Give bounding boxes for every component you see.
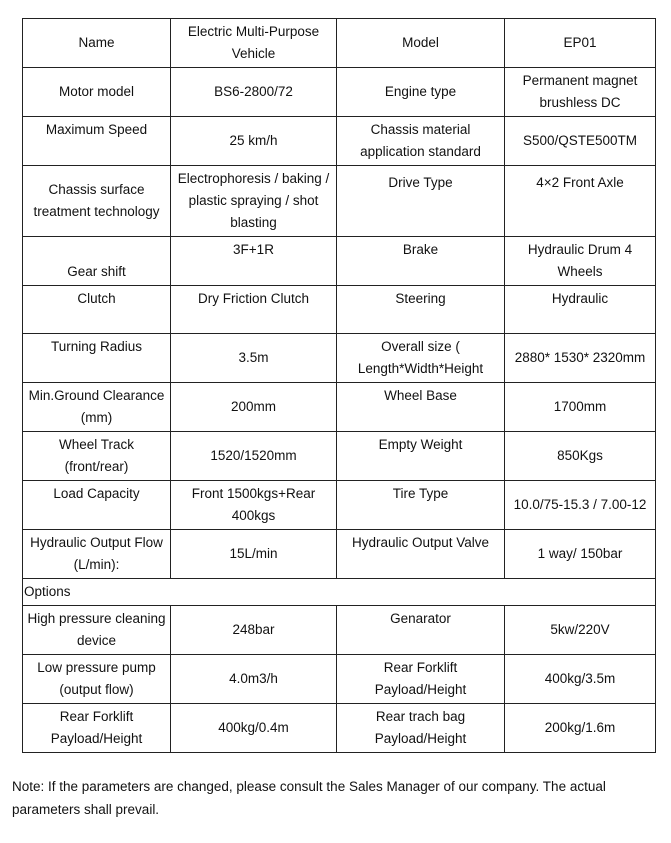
option-label: Rear trach bag Payload/Height (337, 704, 505, 753)
table-row (23, 117, 656, 166)
table-row (23, 383, 656, 432)
option-label: High pressure cleaning device (23, 606, 171, 655)
table-row (23, 655, 656, 704)
spec-table (22, 18, 656, 753)
option-label: Genarator (337, 606, 505, 655)
spec-label: Brake (337, 237, 505, 286)
table-row (23, 606, 656, 655)
footnote: Note: If the parameters are changed, please consult the Sales Manager of our company. The actual parameters shall prevail. (12, 779, 606, 817)
spec-value: 3F+1R (171, 237, 337, 286)
spec-label: Min.Ground Clearance (mm) (23, 383, 171, 432)
option-label: Rear Forklift Payload/Height (337, 655, 505, 704)
spec-label: Steering (337, 286, 505, 334)
spec-value: Electrophoresis / baking / plastic spraying / shot blasting (171, 166, 337, 237)
option-value: 400kg/3.5m (505, 655, 656, 704)
spec-label: Empty Weight (337, 432, 505, 481)
table-row (23, 579, 656, 606)
spec-label: Overall size ( Length*Width*Height (337, 334, 505, 383)
table-row (23, 166, 656, 237)
spec-label: Maximum Speed (23, 117, 171, 166)
table-row (23, 286, 656, 334)
spec-value: 3.5m (171, 334, 337, 383)
spec-value: 1700mm (505, 383, 656, 432)
table-row (23, 530, 656, 579)
spec-label: Chassis material application standard (337, 117, 505, 166)
spec-value: 2880* 1530* 2320mm (505, 334, 656, 383)
spec-value: 15L/min (171, 530, 337, 579)
option-value: 5kw/220V (505, 606, 656, 655)
spec-value: 10.0/75-15.3 / 7.00-12 (505, 481, 656, 530)
table-row (23, 19, 656, 68)
spec-value: 850Kgs (505, 432, 656, 481)
option-label: Rear Forklift Payload/Height (23, 704, 171, 753)
spec-value: Hydraulic (505, 286, 656, 334)
spec-value: Permanent magnet brushless DC (505, 68, 656, 117)
spec-value: Hydraulic Drum 4 Wheels (505, 237, 656, 286)
spec-value: Electric Multi-Purpose Vehicle (171, 19, 337, 68)
spec-label: Turning Radius (23, 334, 171, 383)
spec-label: Gear shift (23, 237, 171, 286)
spec-value: EP01 (505, 19, 656, 68)
spec-label: Name (23, 19, 171, 68)
option-value: 400kg/0.4m (171, 704, 337, 753)
spec-value: Dry Friction Clutch (171, 286, 337, 334)
option-label: Low pressure pump (output flow) (23, 655, 171, 704)
spec-label: Wheel Base (337, 383, 505, 432)
table-row (23, 704, 656, 753)
table-row (23, 432, 656, 481)
spec-label: Engine type (337, 68, 505, 117)
spec-label: Model (337, 19, 505, 68)
table-row (23, 68, 656, 117)
spec-label: Hydraulic Output Flow (L/min): (23, 530, 171, 579)
spec-value: 1520/1520mm (171, 432, 337, 481)
table-row (23, 481, 656, 530)
options-heading: Options (23, 579, 656, 606)
spec-label: Tire Type (337, 481, 505, 530)
spec-label: Load Capacity (23, 481, 171, 530)
option-value: 200kg/1.6m (505, 704, 656, 753)
table-row (23, 334, 656, 383)
spec-label: Drive Type (337, 166, 505, 237)
spec-value: 200mm (171, 383, 337, 432)
spec-label: Clutch (23, 286, 171, 334)
spec-value: 4×2 Front Axle (505, 166, 656, 237)
option-value: 248bar (171, 606, 337, 655)
table-row (23, 237, 656, 286)
spec-label: Wheel Track (front/rear) (23, 432, 171, 481)
spec-value: 25 km/h (171, 117, 337, 166)
spec-value: Front 1500kgs+Rear 400kgs (171, 481, 337, 530)
spec-value: BS6-2800/72 (171, 68, 337, 117)
spec-label: Hydraulic Output Valve (337, 530, 505, 579)
spec-value: 1 way/ 150bar (505, 530, 656, 579)
spec-value: S500/QSTE500TM (505, 117, 656, 166)
spec-label: Motor model (23, 68, 171, 117)
option-value: 4.0m3/h (171, 655, 337, 704)
spec-label: Chassis surface treatment technology (23, 166, 171, 237)
